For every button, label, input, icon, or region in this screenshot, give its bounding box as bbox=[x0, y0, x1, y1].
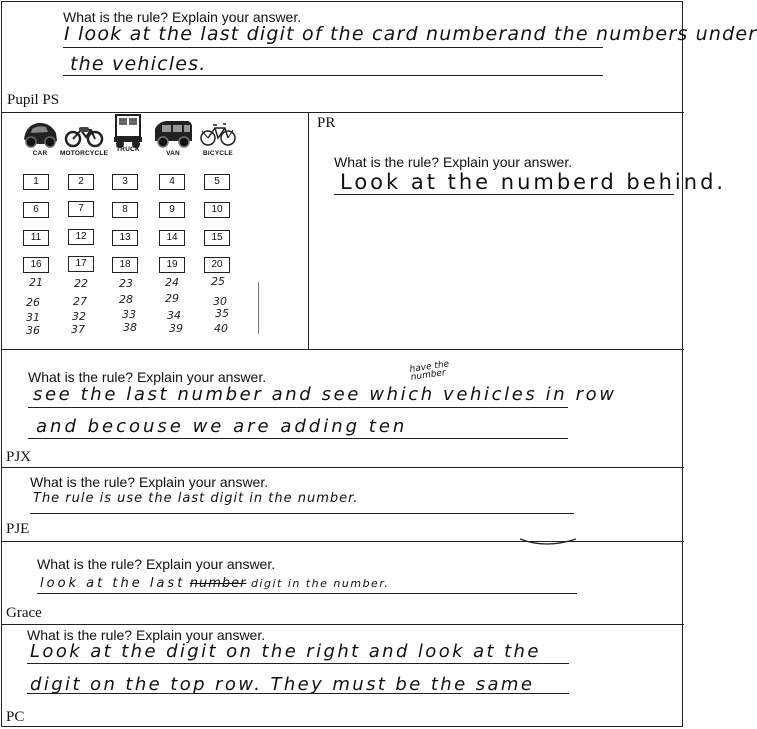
vehicle-name: BICYCLE bbox=[203, 150, 233, 157]
handwritten-number: 31 bbox=[26, 311, 40, 324]
number-card: 15 bbox=[204, 230, 230, 246]
question-prompt: What is the rule? Explain your answer. bbox=[27, 627, 266, 643]
handwritten-number: 39 bbox=[169, 322, 183, 335]
answer-rule bbox=[30, 513, 574, 514]
answer-line-1: The rule is use the last digit in the number. bbox=[33, 491, 359, 506]
number-card: 5 bbox=[204, 174, 230, 190]
question-prompt: What is the rule? Explain your answer. bbox=[334, 154, 573, 170]
van-icon bbox=[152, 117, 194, 149]
handwritten-number: 29 bbox=[165, 292, 179, 305]
answer-rule bbox=[28, 438, 568, 439]
question-prompt: What is the rule? Explain your answer. bbox=[28, 369, 267, 385]
number-card: 18 bbox=[112, 257, 138, 273]
number-card: 12 bbox=[68, 229, 94, 245]
question-prompt: What is the rule? Explain your answer. bbox=[63, 9, 302, 25]
vehicle-name: TRUCK bbox=[116, 146, 140, 153]
pupil-label: Grace bbox=[6, 605, 42, 621]
answer-part-1: look at the last bbox=[40, 576, 186, 591]
number-card: 2 bbox=[68, 174, 94, 190]
handwritten-number: 22 bbox=[74, 277, 88, 290]
number-card: 4 bbox=[159, 174, 185, 190]
page-frame bbox=[1, 1, 683, 727]
answer-line-1: Look at the digit on the right and look at the bbox=[30, 641, 541, 662]
section-divider bbox=[1, 349, 684, 350]
handwritten-number: 37 bbox=[71, 323, 85, 336]
number-card: 17 bbox=[68, 256, 94, 272]
handwritten-number: 30 bbox=[213, 295, 227, 308]
answer-rule bbox=[28, 407, 568, 408]
handwritten-number: 33 bbox=[122, 308, 136, 321]
vehicle-name: VAN bbox=[166, 150, 180, 157]
answer-rule bbox=[334, 194, 674, 195]
number-card: 16 bbox=[23, 257, 49, 273]
pupil-label: PR bbox=[317, 115, 336, 131]
section-divider bbox=[1, 624, 684, 625]
number-card: 10 bbox=[204, 202, 230, 218]
bicycle-icon bbox=[198, 117, 238, 149]
answer-line-2: the vehicles. bbox=[70, 53, 207, 75]
answer-line-1 bbox=[40, 574, 389, 592]
number-card: 13 bbox=[112, 230, 138, 246]
handwritten-number: 38 bbox=[123, 321, 137, 334]
number-card: 1 bbox=[23, 174, 49, 190]
truck-icon bbox=[108, 113, 148, 149]
answer-line-1: I look at the last digit of the card numberand the numbers under bbox=[64, 23, 757, 45]
answer-line-2: and becouse we are adding ten bbox=[36, 416, 408, 437]
struck-word: number bbox=[189, 576, 247, 591]
number-card: 11 bbox=[23, 230, 49, 246]
handwritten-number: 40 bbox=[214, 322, 228, 335]
answer-rule bbox=[27, 663, 569, 664]
number-card: 6 bbox=[23, 202, 49, 218]
number-card: 9 bbox=[159, 202, 185, 218]
motorcycle-icon bbox=[64, 117, 104, 149]
number-card: 7 bbox=[68, 201, 94, 217]
vehicle-name: CAR bbox=[32, 150, 48, 157]
handwritten-number: 27 bbox=[73, 295, 87, 308]
vehicle-name: MOTORCYCLE bbox=[59, 150, 109, 157]
vehicle-bicycle bbox=[192, 117, 244, 157]
number-card: 8 bbox=[112, 202, 138, 218]
handwritten-number: 21 bbox=[29, 276, 43, 289]
number-card: 20 bbox=[204, 257, 230, 273]
answer-line-1: see the last number and see which vehicles in row bbox=[33, 384, 617, 405]
number-card: 19 bbox=[159, 257, 185, 273]
handwritten-number: 25 bbox=[211, 275, 225, 288]
handwritten-number: 26 bbox=[26, 296, 40, 309]
question-prompt: What is the rule? Explain your answer. bbox=[37, 556, 276, 572]
inserted-words: have the number bbox=[409, 359, 450, 383]
section-divider bbox=[1, 541, 684, 542]
number-card: 3 bbox=[112, 174, 138, 190]
handwritten-number: 36 bbox=[26, 324, 40, 337]
section-divider bbox=[1, 467, 684, 468]
pupil-label: PJX bbox=[6, 449, 32, 465]
answer-line-1: Look at the numberd behind. bbox=[340, 170, 727, 194]
answer-line-2: digit on the top row. They must be the same bbox=[30, 674, 535, 695]
number-card: 14 bbox=[159, 230, 185, 246]
handwritten-number: 28 bbox=[119, 293, 133, 306]
pupil-label: PC bbox=[6, 709, 25, 725]
car-icon bbox=[20, 117, 60, 149]
pen-mark bbox=[518, 535, 578, 549]
answer-rule bbox=[63, 47, 603, 48]
answer-rule bbox=[63, 75, 603, 76]
column-divider bbox=[308, 112, 309, 349]
handwritten-number: 24 bbox=[165, 276, 179, 289]
answer-rule bbox=[27, 693, 569, 694]
answer-rule bbox=[37, 593, 577, 594]
question-prompt: What is the rule? Explain your answer. bbox=[30, 474, 269, 490]
handwritten-number: 32 bbox=[72, 310, 86, 323]
handwritten-number: 23 bbox=[119, 277, 133, 290]
handwritten-number: 34 bbox=[167, 309, 181, 322]
pupil-label: Pupil PS bbox=[7, 92, 60, 108]
answer-part-2: digit in the number. bbox=[250, 577, 390, 590]
pupil-label: PJE bbox=[6, 521, 30, 537]
faint-margin-line bbox=[258, 282, 259, 334]
handwritten-number: 35 bbox=[215, 307, 229, 320]
